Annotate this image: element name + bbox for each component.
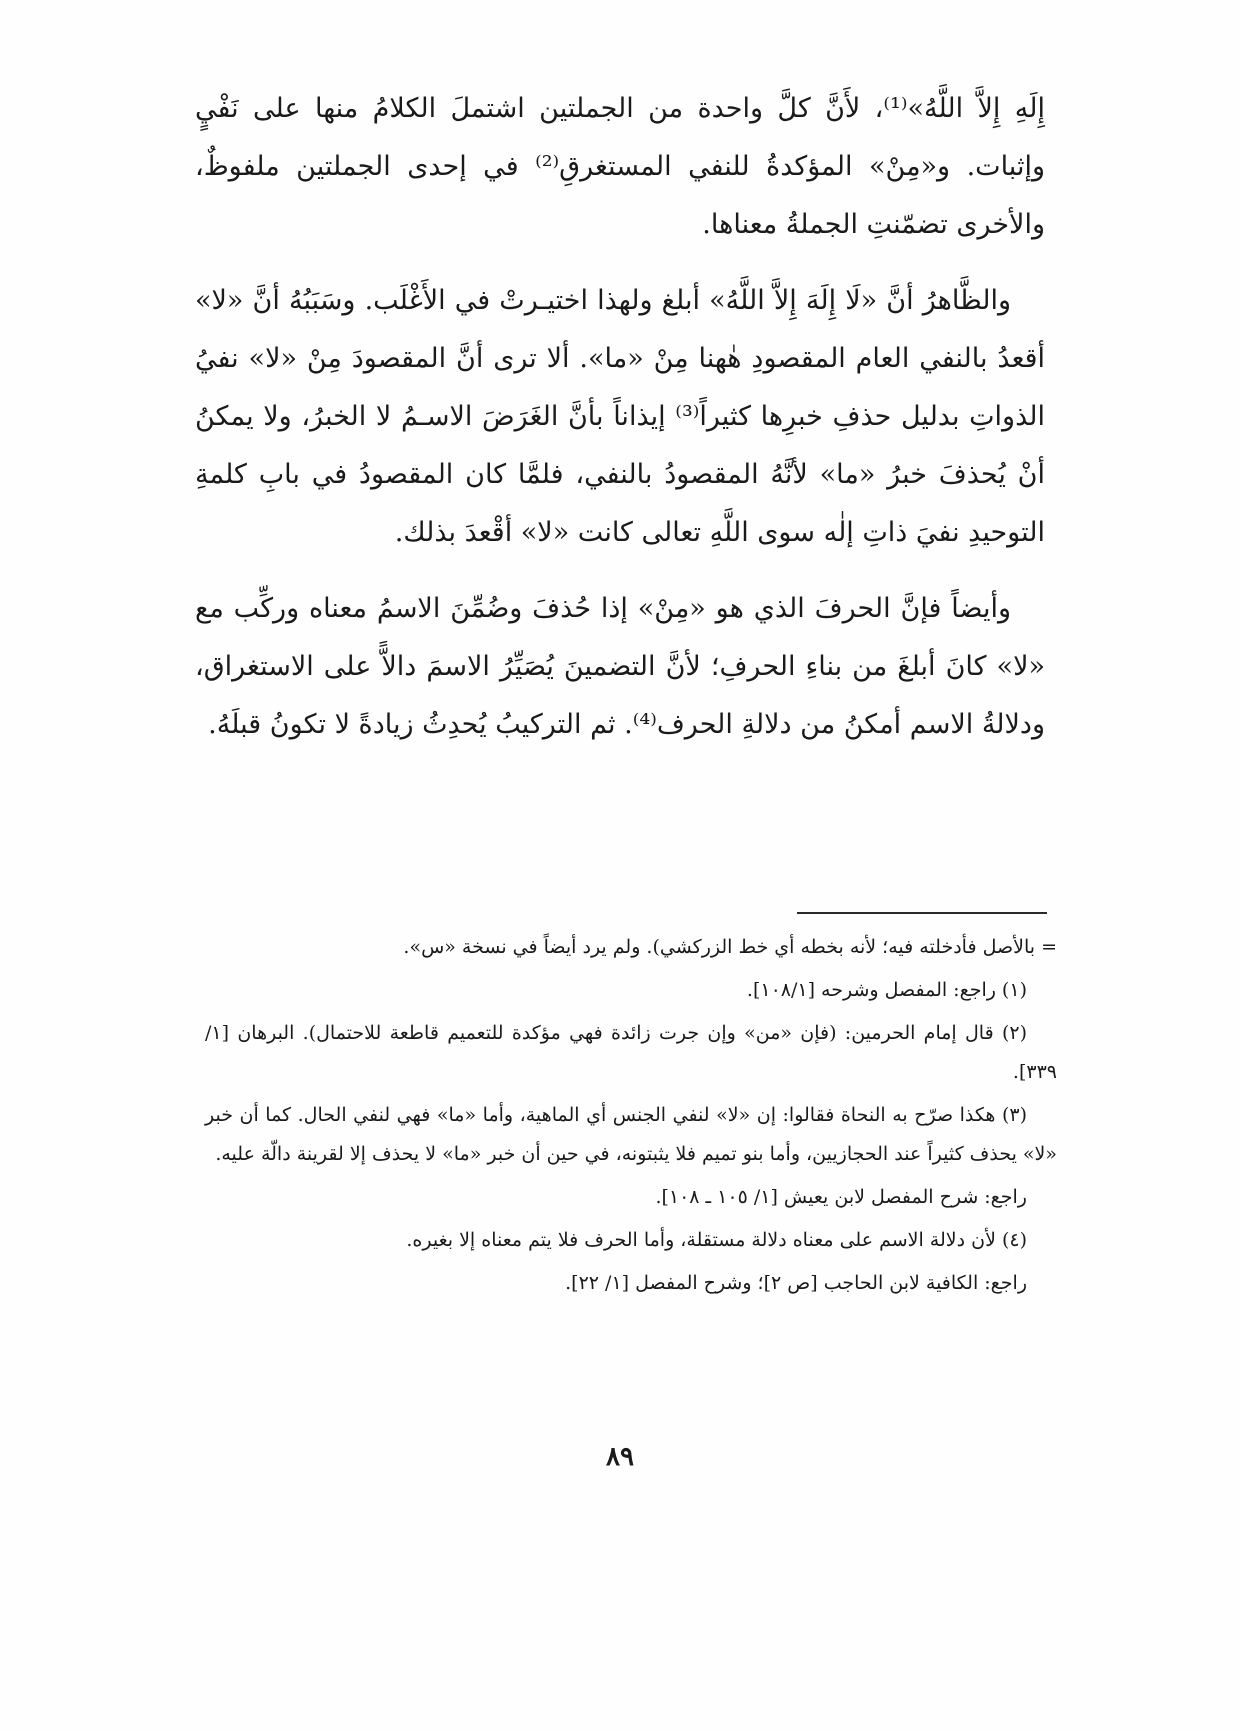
footnote-4: (٤) لأن دلالة الاسم على معناه دلالة مستقلة، وأما الحرف فلا يتم معناه إلا بغيره. <box>406 1229 1027 1251</box>
page-number: ٨٩ <box>606 1442 634 1472</box>
footnote-3: (٣) هكذا صرّح به النحاة فقالوا: إن «لا» لنفي الجنس أي الماهية، وأما «ما» فهي لنفي الحال. كما أن خبر «لا» يحذف كثيراً عند الحجازيين، وأما بنو تميم فلا يثبتونه، في حين أن خبر «ما» لا يحذف إلا لقرينة دالّة عليه. <box>205 1104 1057 1165</box>
paragraph: والظَّاهرُ أنَّ «لَا إِلَهَ إِلاَّ اللَّهُ» أبلغ ولهذا اختيـرتْ في الأَغْلَب. وسَبَبُهُ أنَّ «لا» أقعدُ بالنفي العام المقصودِ هٰهنا مِنْ «ما». ألا ترى أنَّ المقصودَ مِنْ «لا» نفيُ الذواتِ بدليل حذفِ خبرِها كثيراً⁽³⁾ إيذاناً بأنَّ الغَرَضَ الاسـمُ لا الخبرُ، ولا يمكنُ أنْ يُحذفَ خبرُ «ما» لأنَّهُ المقصودُ بالنفي، فلمَّا كان المقصودُ في بابِ كلمةِ التوحيدِ نفيَ ذاتِ إلٰه سوى اللَّهِ تعالى كانت «لا» أقْعدَ بذلك. <box>195 285 1045 548</box>
footnote-separator <box>797 912 1047 914</box>
main-text <box>195 80 1045 772</box>
footnote-1: (١) راجع: المفصل وشرحه [١٠٨/١]. <box>746 979 1027 1001</box>
footnote-3-reference: راجع: شرح المفصل لابن يعيش [١/ ١٠٥ ـ ١٠٨]. <box>655 1186 1027 1208</box>
footnote-continuation: = بالأصل فأدخلته فيه؛ لأنه بخطه أي خط الزركشي). ولم يرد أيضاً في نسخة «س». <box>403 936 1057 958</box>
footnote-4-reference: راجع: الكافية لابن الحاجب [ص ٢]؛ وشرح المفصل [١/ ٢٢]. <box>565 1272 1027 1294</box>
footnotes <box>205 928 1057 1307</box>
paragraph: وأيضاً فإنَّ الحرفَ الذي هو «مِنْ» إذا حُذفَ وضُمِّنَ الاسمُ معناه وركِّب مع «لا» كانَ أبلغَ من بناءِ الحرفِ؛ لأنَّ التضمينَ يُصَيِّرُ الاسمَ دالاًّ على الاستغراق، ودلالةُ الاسم أمكنُ من دلالةِ الحرف⁽⁴⁾. ثم التركيبُ يُحدِثُ زيادةً لا تكونُ قبلَهُ. <box>195 593 1045 740</box>
footnote-2: (٢) قال إمام الحرمين: (فإن «من» وإن جرت زائدة فهي مؤكدة للتعميم قاطعة للاحتمال). البرهان [١/ ٣٣٩]. <box>205 1022 1057 1083</box>
paragraph: إِلَهِ إِلاَّ اللَّهُ»⁽¹⁾، لأَنَّ كلَّ واحدة من الجملتين اشتملَ الكلامُ منها على نَفْيٍ وإثبات. و«مِنْ» المؤكدةُ للنفي المستغرقِ⁽²⁾ في إحدى الجملتين ملفوظٌ، والأخرى تضمّنتِ الجملةُ معناها. <box>195 93 1046 240</box>
